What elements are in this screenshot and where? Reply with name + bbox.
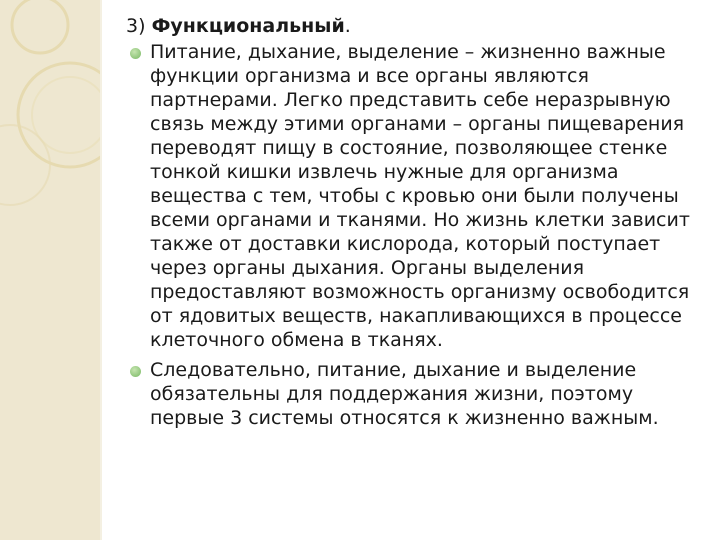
slide-heading bbox=[126, 14, 706, 38]
heading-title: Функциональный bbox=[151, 15, 345, 37]
bullet-text: Следовательно, питание, дыхание и выделение обязательны для поддержания жизни, поэтому первые 3 системы относятся к жизненно важным. bbox=[150, 359, 659, 429]
panel-divider bbox=[100, 0, 102, 540]
bullet-item bbox=[126, 358, 706, 430]
green-circle-bullet-icon bbox=[130, 48, 141, 59]
green-circle-bullet-icon bbox=[130, 366, 141, 377]
decorative-side-panel bbox=[0, 0, 100, 540]
decorative-rings-icon bbox=[0, 0, 100, 540]
bullet-text: Питание, дыхание, выделение – жизненно важные функции организма и все органы являются партнерами. Легко представить себе неразрывную связь между этими органами – органы пищеварения переводят пищу в состояние, позволяющее стенке тонкой кишки извлечь нужные для организма вещества с тем, чтобы с кровью они были получены всеми органами и тканями. Но жизнь клетки зависит также от доставки кислорода, который поступает через органы дыхания. Органы выделения предоставляют возможность организму освободится от ядовитых веществ, накапливающихся в процессе клеточного обмена в тканях. bbox=[150, 41, 690, 351]
heading-number: 3) bbox=[126, 15, 146, 37]
heading-suffix: . bbox=[344, 15, 351, 37]
bullet-item bbox=[126, 40, 706, 352]
slide-content bbox=[126, 14, 706, 436]
